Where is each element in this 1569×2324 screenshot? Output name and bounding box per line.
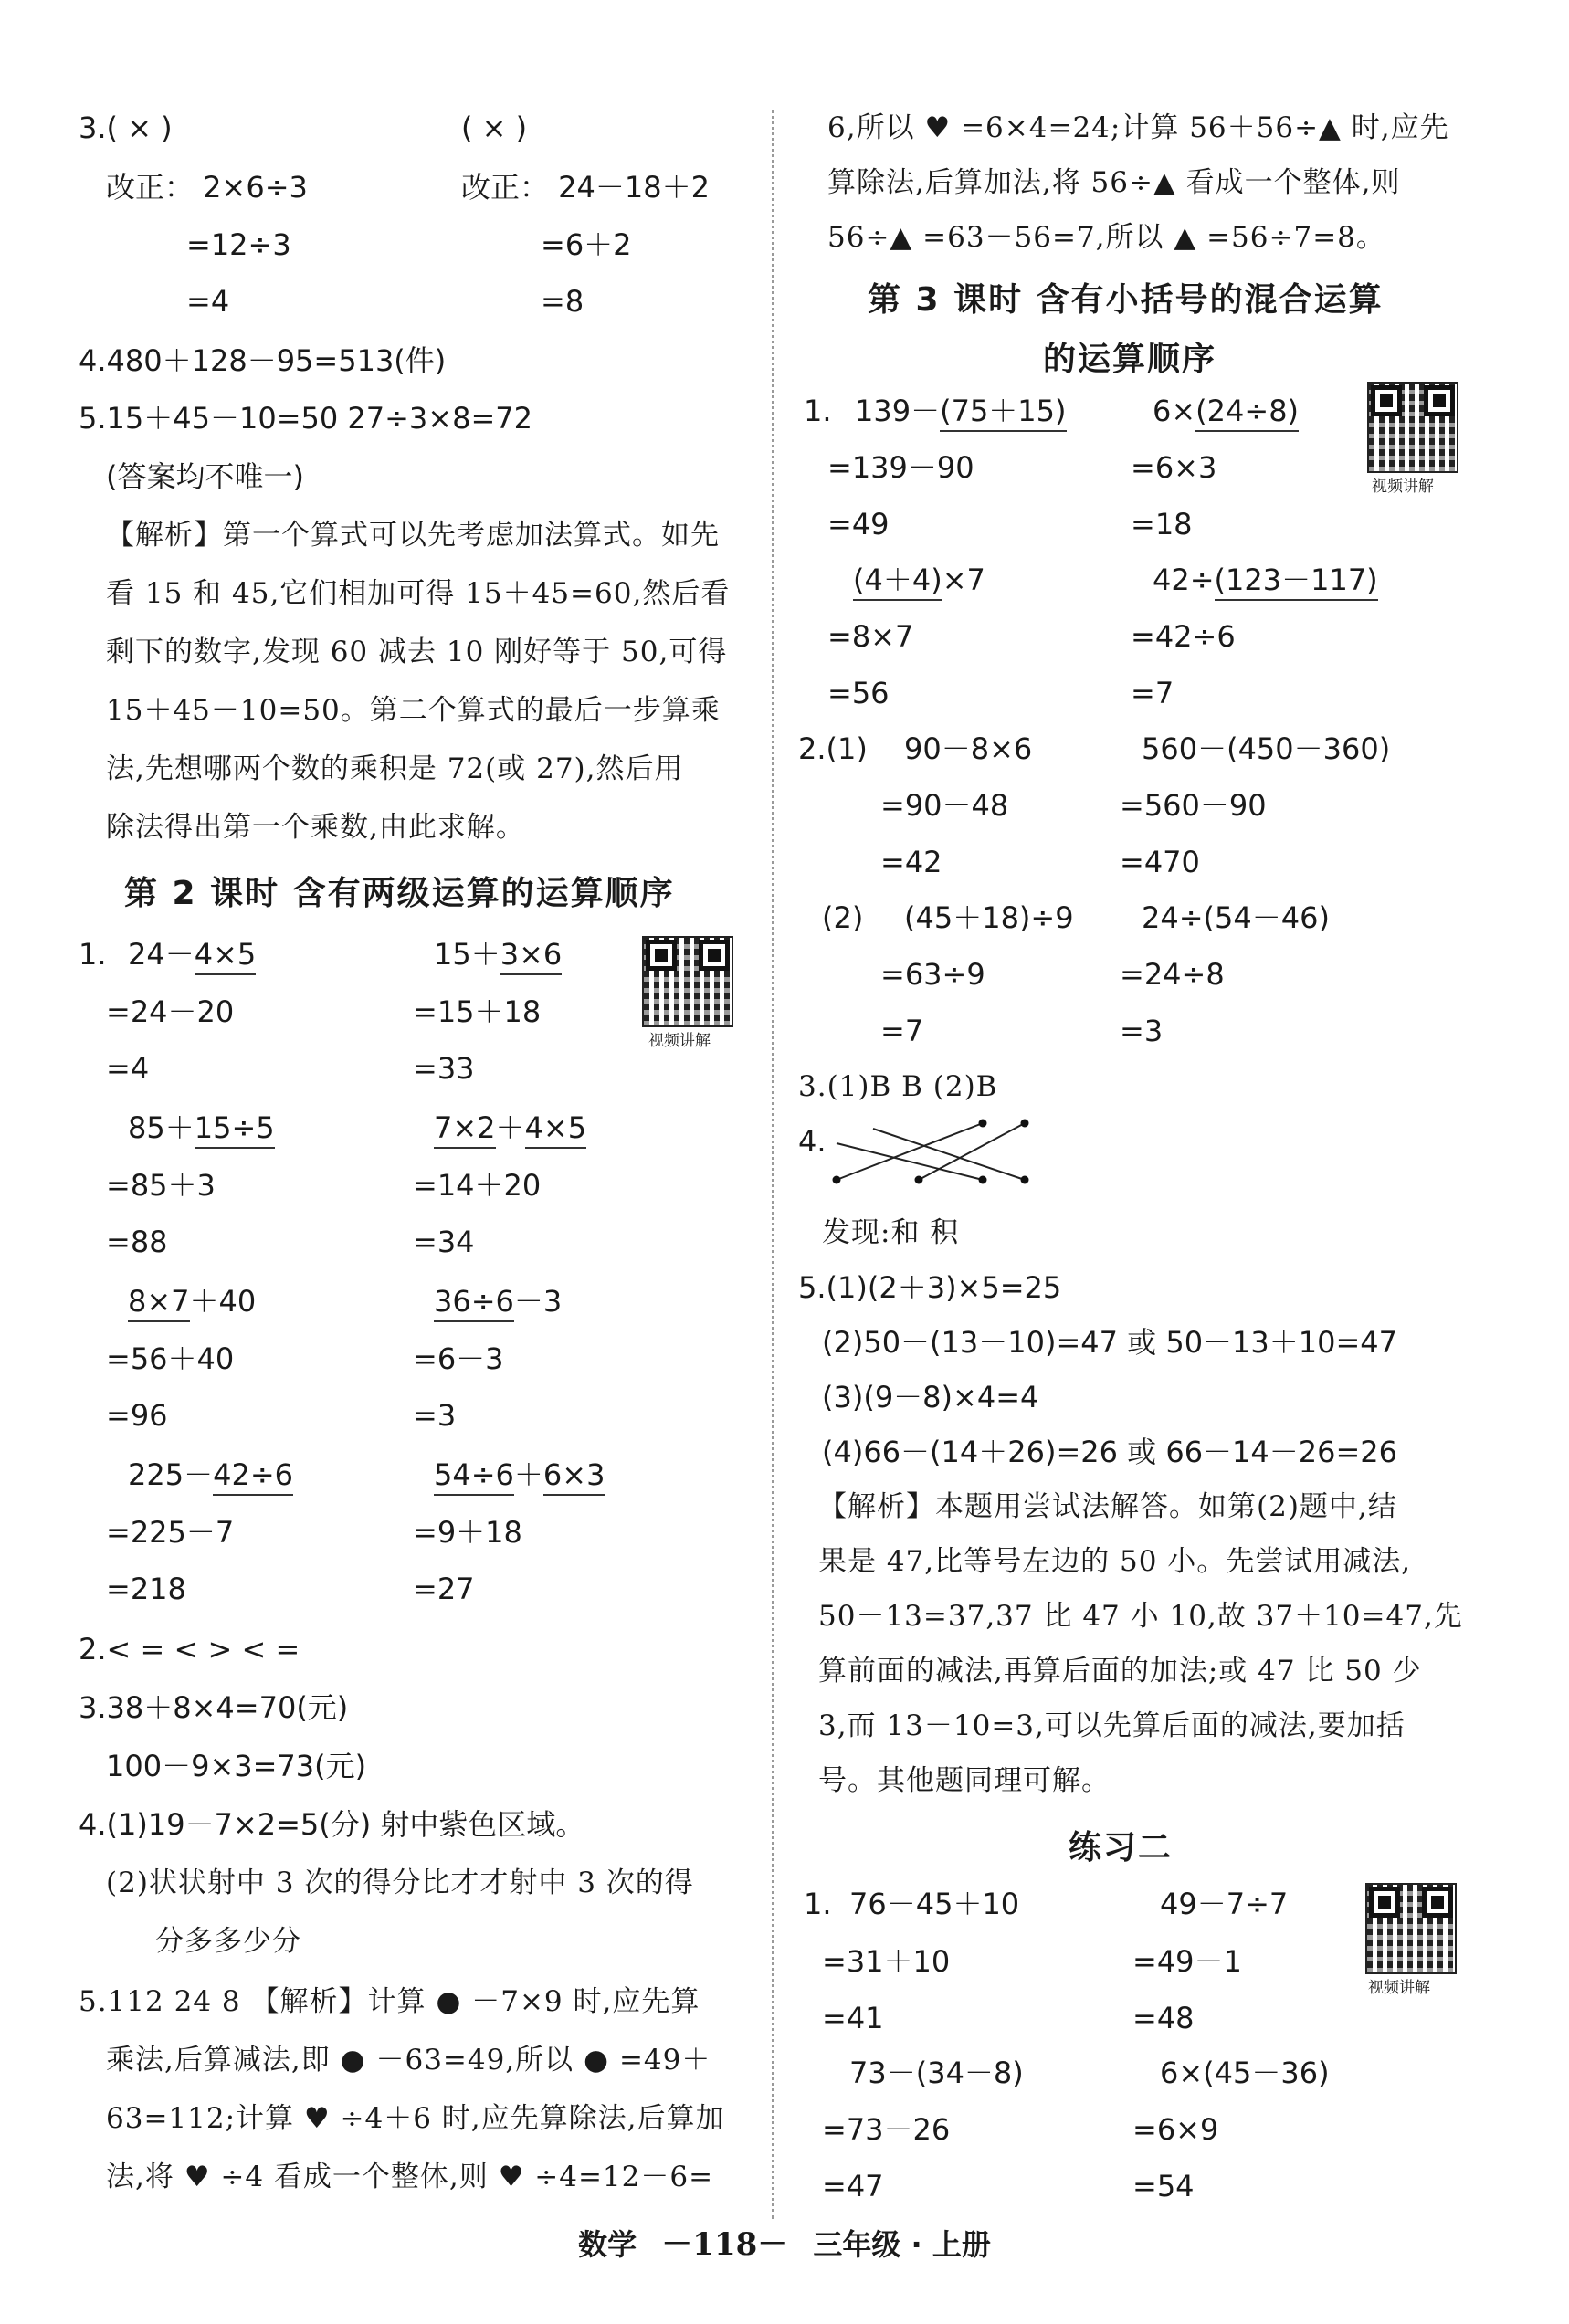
l2-q1-expr: 24－4×5 bbox=[128, 936, 256, 973]
footer-subject: 数学 bbox=[578, 2227, 637, 2262]
q3-fix-b-2: =6＋2 bbox=[541, 227, 632, 262]
matching-lines-diagram bbox=[822, 1114, 1041, 1205]
l3-q2-label: (2) bbox=[822, 900, 864, 935]
column-divider bbox=[772, 110, 774, 2219]
q4: 4.480＋128－95=513(件) bbox=[79, 343, 447, 378]
lesson-3-title-1: 第 3 课时 含有小括号的混合运算 bbox=[868, 281, 1384, 319]
analysis-line: 号。其他题同理可解。 bbox=[818, 1764, 1111, 1797]
p-q1-expr: 6×(45－36) bbox=[1160, 2056, 1330, 2090]
l2-q1-expr: 15＋3×6 bbox=[434, 936, 562, 973]
footer-grade: 三年级 · 上册 bbox=[813, 2227, 991, 2262]
p-q1-step: =47 bbox=[822, 2169, 884, 2203]
carry-over-line: 算除法,后算加法,将 56÷▲ 看成一个整体,则 bbox=[827, 166, 1401, 199]
left-column bbox=[73, 0, 749, 2210]
match-dot bbox=[979, 1120, 987, 1128]
l2-q1-step: =4 bbox=[106, 1051, 150, 1086]
l3-q2-expr: 560－(450－360) bbox=[1142, 731, 1391, 766]
l3-q1-step: =6×3 bbox=[1131, 450, 1217, 485]
right-column bbox=[795, 0, 1470, 2210]
l2-q4a: 4.(1)19－7×2=5(分) 射中紫色区域。 bbox=[79, 1807, 585, 1842]
l2-q1-step: =218 bbox=[106, 1572, 186, 1606]
qr-code-icon[interactable] bbox=[1367, 382, 1458, 473]
l2-q5-line: 63=112;计算 ♥ ÷4＋6 时,应先算除法,后算加 bbox=[106, 2102, 725, 2135]
l3-q2-step: =7 bbox=[880, 1014, 924, 1048]
l2-q1-step: =34 bbox=[413, 1225, 475, 1259]
analysis-line: 【解析】本题用尝试法解答。如第(2)题中,结 bbox=[818, 1490, 1397, 1523]
l3-q1-expr: 139－(75＋15) bbox=[855, 393, 1067, 429]
l2-q1-step: =3 bbox=[413, 1398, 457, 1433]
p-q1-step: =49－1 bbox=[1132, 1944, 1242, 1979]
analysis-line: 算前面的减法,再算后面的加法;或 47 比 50 少 bbox=[818, 1655, 1422, 1688]
l3-q1-expr: 42÷(123－117) bbox=[1153, 562, 1378, 598]
l3-q2-expr: (45＋18)÷9 bbox=[904, 900, 1074, 935]
q3-fix-a-2: =12÷3 bbox=[186, 227, 291, 262]
match-line bbox=[919, 1123, 1025, 1180]
l2-q5-line: 乘法,后算减法,即 ● －63=49,所以 ● =49＋ bbox=[106, 2044, 711, 2077]
l3-q2-expr: 24÷(54－46) bbox=[1142, 900, 1330, 935]
match-line bbox=[837, 1123, 983, 1180]
p-q1-step: =73－26 bbox=[822, 2112, 951, 2147]
l3-q2-step: =470 bbox=[1120, 845, 1200, 879]
l3-q5-line: 5.(1)(2＋3)×5=25 bbox=[798, 1270, 1062, 1305]
l2-q1-step: =27 bbox=[413, 1572, 475, 1606]
l3-q2-step: =63÷9 bbox=[880, 957, 985, 992]
analysis-line: 法,先想哪两个数的乘积是 72(或 27),然后用 bbox=[106, 752, 684, 785]
l3-q2-step: =42 bbox=[880, 845, 942, 879]
match-dot bbox=[1021, 1120, 1029, 1128]
l2-q1-step: =6－3 bbox=[413, 1341, 504, 1376]
l3-q2-expr: 90－8×6 bbox=[904, 731, 1033, 766]
q3-fix-b-3: =8 bbox=[541, 284, 584, 319]
qr-caption: 视频讲解 bbox=[1368, 1979, 1430, 1997]
q3-line-a: 3.( × ) bbox=[79, 110, 173, 145]
qr-caption: 视频讲解 bbox=[648, 1032, 711, 1050]
l3-q1-step: =42÷6 bbox=[1131, 619, 1236, 654]
l3-q2-step: =90－48 bbox=[880, 788, 1009, 823]
l3-q1-expr: 6×(24÷8) bbox=[1153, 393, 1299, 429]
qr-code-icon[interactable] bbox=[642, 936, 733, 1027]
carry-over-line: 56÷▲ =63－56=7,所以 ▲ =56÷7=8。 bbox=[827, 221, 1385, 254]
l2-q1-expr: 8×7＋40 bbox=[128, 1283, 256, 1320]
analysis-line: 果是 47,比等号左边的 50 小。先尝试用减法, bbox=[818, 1545, 1412, 1578]
l3-q1-label: 1. bbox=[804, 394, 832, 428]
l3-q4-label: 4. bbox=[798, 1124, 827, 1159]
l2-q1-expr: 54÷6＋6×3 bbox=[434, 1456, 605, 1493]
l3-q1-step: =49 bbox=[827, 507, 890, 542]
l2-q2: 2.< = < > < = bbox=[79, 1632, 300, 1667]
carry-over-line: 6,所以 ♥ =6×4=24;计算 56＋56÷▲ 时,应先 bbox=[827, 111, 1449, 144]
l2-q1-step: =88 bbox=[106, 1225, 168, 1259]
analysis-line: 除法得出第一个乘数,由此求解。 bbox=[106, 811, 525, 844]
p-q1-expr: 76－45＋10 bbox=[849, 1887, 1020, 1921]
l2-q1-label: 1. bbox=[79, 937, 107, 972]
l3-q1-expr: (4＋4)×7 bbox=[853, 562, 985, 598]
l2-q5-line: 法,将 ♥ ÷4 看成一个整体,则 ♥ ÷4=12－6= bbox=[106, 2161, 714, 2193]
l2-q1-expr: 85＋15÷5 bbox=[128, 1109, 275, 1146]
l3-q3: 3.(1)B B (2)B bbox=[798, 1070, 998, 1103]
q5-note: (答案均不唯一) bbox=[106, 459, 304, 494]
p-q1-step: =48 bbox=[1132, 2001, 1195, 2035]
practice-2-title: 练习二 bbox=[1069, 1829, 1174, 1867]
page-footer bbox=[0, 2219, 1569, 2264]
p-q1-label: 1. bbox=[804, 1887, 832, 1921]
match-line bbox=[837, 1143, 983, 1180]
p-q1-expr: 49－7÷7 bbox=[1160, 1887, 1289, 1921]
analysis-line: 看 15 和 45,它们相加可得 15＋45=60,然后看 bbox=[106, 577, 731, 610]
match-dot bbox=[833, 1176, 841, 1184]
match-dot bbox=[1021, 1176, 1029, 1184]
l3-q5-line: (2)50－(13－10)=47 或 50－13＋10=47 bbox=[822, 1325, 1398, 1360]
l3-q2-step: =560－90 bbox=[1120, 788, 1267, 823]
l2-q4b: (2)状状射中 3 次的得分比才才射中 3 次的得 bbox=[106, 1867, 694, 1899]
match-dot bbox=[915, 1176, 923, 1184]
l3-q5-line: (3)(9－8)×4=4 bbox=[822, 1380, 1039, 1414]
l2-q1-step: =225－7 bbox=[106, 1515, 235, 1550]
p-q1-step: =54 bbox=[1132, 2169, 1195, 2203]
page-number: －118－ bbox=[661, 2226, 789, 2263]
p-q1-step: =31＋10 bbox=[822, 1944, 951, 1979]
l3-q4-finding: 发现:和 积 bbox=[822, 1216, 960, 1249]
analysis-line: 【解析】第一个算式可以先考虑加法算式。如先 bbox=[106, 519, 720, 552]
match-dot bbox=[979, 1176, 987, 1184]
qr-caption: 视频讲解 bbox=[1372, 478, 1434, 496]
q3-fix-a-1: 改正： 2×6÷3 bbox=[106, 170, 308, 205]
p-q1-expr: 73－(34－8) bbox=[849, 2056, 1024, 2090]
q3-line-b: ( × ) bbox=[461, 110, 528, 145]
analysis-line: 3,而 13－10=3,可以先算后面的减法,要加括 bbox=[818, 1709, 1406, 1742]
l2-q1-step: =56＋40 bbox=[106, 1341, 235, 1376]
l3-q2-step: =24÷8 bbox=[1120, 957, 1225, 992]
l2-q1-expr: 36÷6－3 bbox=[434, 1283, 562, 1320]
p-q1-step: =6×9 bbox=[1132, 2112, 1219, 2147]
l2-q3b: 100－9×3=73(元) bbox=[106, 1749, 367, 1783]
q3-fix-b-1: 改正： 24－18＋2 bbox=[461, 170, 710, 205]
l2-q3a: 3.38＋8×4=70(元) bbox=[79, 1690, 349, 1725]
l2-q4c: 分多多少分 bbox=[155, 1925, 301, 1958]
q3-fix-a-3: =4 bbox=[186, 284, 230, 319]
qr-code-icon[interactable] bbox=[1365, 1883, 1457, 1974]
l3-q2-label: 2.(1) bbox=[798, 731, 868, 766]
l2-q1-step: =15＋18 bbox=[413, 994, 542, 1029]
lesson-2-title: 第 2 课时 含有两级运算的运算顺序 bbox=[124, 875, 675, 912]
l2-q1-step: =9＋18 bbox=[413, 1515, 522, 1550]
l3-q1-step: =8×7 bbox=[827, 619, 914, 654]
l3-q1-step: =18 bbox=[1131, 507, 1193, 542]
analysis-line: 剩下的数字,发现 60 减去 10 刚好等于 50,可得 bbox=[106, 636, 728, 668]
l3-q1-step: =7 bbox=[1131, 676, 1174, 710]
l2-q5-line: 5.112 24 8 【解析】计算 ● －7×9 时,应先算 bbox=[79, 1985, 700, 2018]
analysis-line: 50－13=37,37 比 47 小 10,故 37＋10=47,先 bbox=[818, 1600, 1463, 1633]
l3-q1-step: =56 bbox=[827, 676, 890, 710]
q5: 5.15＋45－10=50 27÷3×8=72 bbox=[79, 401, 532, 436]
l3-q2-step: =3 bbox=[1120, 1014, 1164, 1048]
lesson-3-title-2: 的运算顺序 bbox=[1043, 341, 1217, 378]
l2-q1-step: =33 bbox=[413, 1051, 475, 1086]
l3-q1-step: =139－90 bbox=[827, 450, 974, 485]
l2-q1-expr: 225－42÷6 bbox=[128, 1456, 293, 1493]
l2-q1-expr: 7×2＋4×5 bbox=[434, 1109, 586, 1146]
l3-q5-line: (4)66－(14＋26)=26 或 66－14－26=26 bbox=[822, 1435, 1398, 1469]
l2-q1-step: =14＋20 bbox=[413, 1168, 542, 1203]
l2-q1-step: =96 bbox=[106, 1398, 168, 1433]
p-q1-step: =41 bbox=[822, 2001, 884, 2035]
l2-q1-step: =24－20 bbox=[106, 994, 235, 1029]
analysis-line: 15＋45－10=50。第二个算式的最后一步算乘 bbox=[106, 694, 721, 727]
l2-q1-step: =85＋3 bbox=[106, 1168, 216, 1203]
